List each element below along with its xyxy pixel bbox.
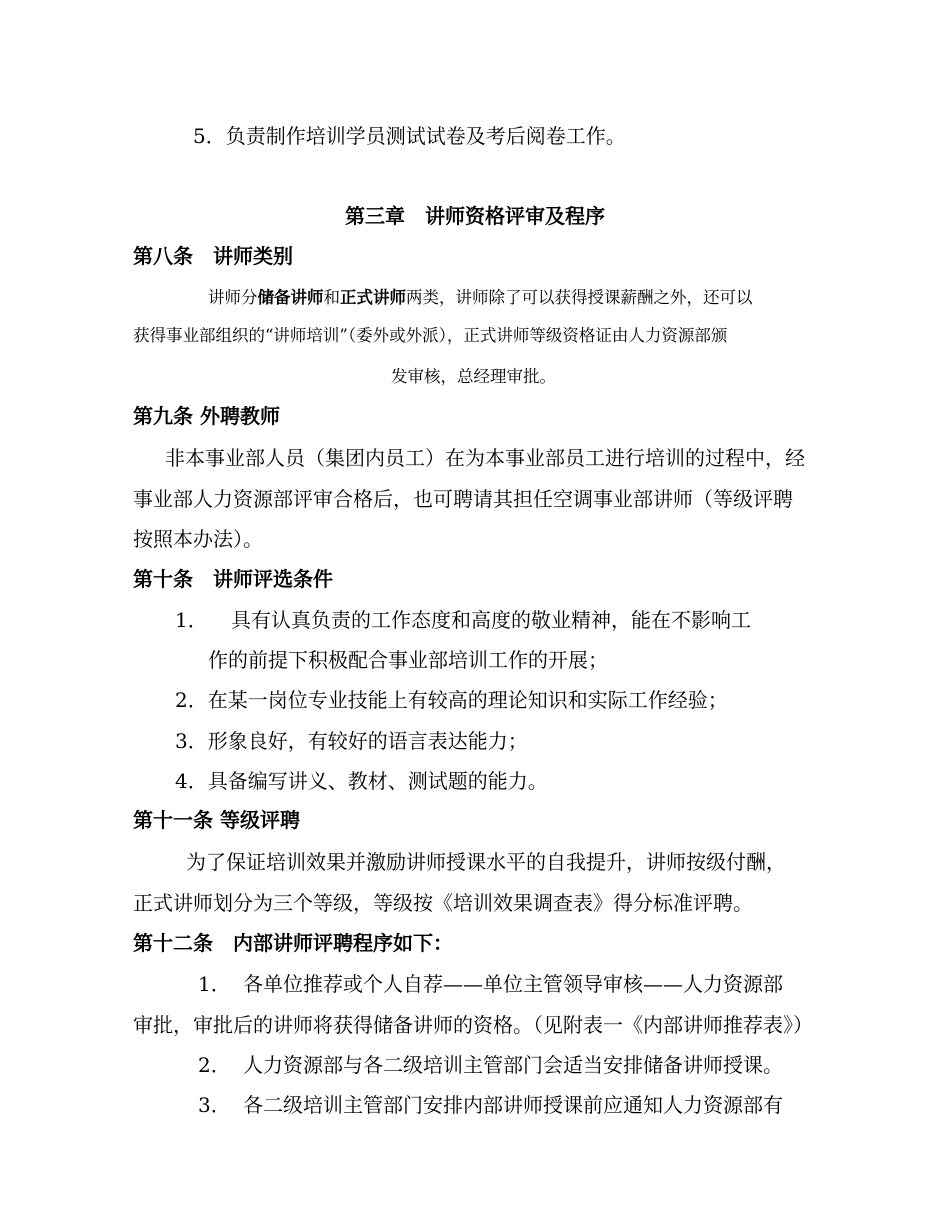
criteria-1-line-2: 作的前提下积极配合事业部培训工作的开展；: [208, 648, 608, 672]
list-item-5: 5．负责制作培训学员测试试卷及考后阅卷工作。: [193, 124, 626, 148]
procedure-1-line-2: 审批，审批后的讲师将获得储备讲师的资格。（见附表一《内部讲师推荐表》）: [133, 1013, 813, 1037]
article-8-text: 讲师分: [208, 288, 258, 307]
article-11-line-2: 正式讲师划分为三个等级，等级按《培训效果调查表》得分标准评聘。: [133, 891, 753, 915]
article-8-text: 和: [323, 288, 340, 307]
procedure-2-number: 2．: [198, 1053, 231, 1077]
procedure-2: 人力资源部与各二级培训主管部门会适当安排储备讲师授课。: [243, 1053, 783, 1077]
criteria-2: 2．在某一岗位专业技能上有较高的理论知识和实际工作经验；: [175, 688, 728, 712]
article-10-heading: 第十条 讲师评选条件: [133, 567, 333, 591]
article-8-heading: 第八条 讲师类别: [133, 244, 293, 268]
article-11-line-1: 为了保证培训效果并激励讲师授课水平的自我提升，讲师按级付酬，: [186, 850, 786, 874]
chapter-title: 第三章 讲师资格评审及程序: [345, 204, 605, 228]
criteria-3: 3．形象良好，有较好的语言表达能力；: [175, 729, 528, 753]
procedure-3: 各二级培训主管部门安排内部讲师授课前应通知人力资源部有: [243, 1093, 783, 1117]
procedure-1-line-1: 各单位推荐或个人自荐——单位主管领导审核——人力资源部: [243, 972, 783, 996]
procedure-3-number: 3．: [198, 1093, 231, 1117]
article-9-line-2: 事业部人力资源部评审合格后，也可聘请其担任空调事业部讲师（等级评聘: [133, 487, 793, 511]
article-8-line-1: [208, 287, 753, 309]
article-12-heading: 第十二条 内部讲师评聘程序如下：: [133, 931, 453, 955]
criteria-4: 4．具备编写讲义、教材、测试题的能力。: [175, 769, 548, 793]
article-8-text: 两类，讲师除了可以获得授课薪酬之外，还可以: [406, 288, 753, 307]
article-9-line-1: 非本事业部人员（集团内员工）在为本事业部员工进行培训的过程中，经: [165, 446, 805, 470]
article-8-line-2: 获得事业部组织的“讲师培训”（委外或外派），正式讲师等级资格证由人力资源部颁: [133, 326, 728, 345]
formal-lecturer-term: 正式讲师: [340, 288, 406, 307]
article-9-heading: 第九条 外聘教师: [133, 404, 280, 428]
reserve-lecturer-term: 储备讲师: [257, 288, 324, 307]
article-8-line-3: 发审核，总经理审批。: [391, 367, 556, 386]
article-11-heading: 第十一条 等级评聘: [133, 808, 300, 832]
article-9-line-3: 按照本办法）。: [133, 527, 263, 551]
criteria-1-line-1: 具有认真负责的工作态度和高度的敬业精神，能在不影响工: [231, 608, 751, 632]
procedure-1-number: 1．: [198, 972, 231, 996]
criteria-1-number: 1．: [175, 608, 208, 632]
